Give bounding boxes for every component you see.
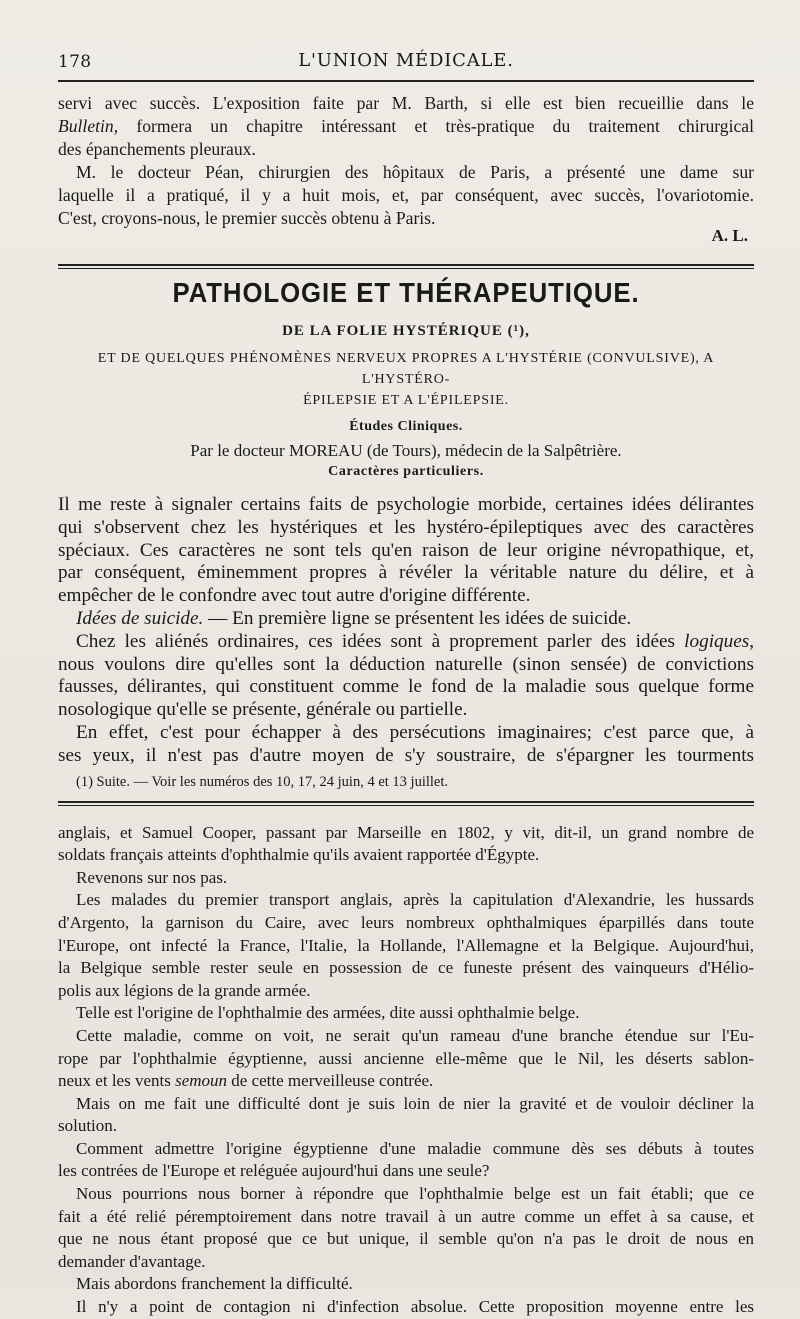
running-title: L'UNION MÉDICALE. <box>298 50 514 71</box>
feuilleton-line: Il n'y a point de contagion ni d'infection absolue. Cette proposition moyenne entre les <box>76 1297 754 1317</box>
article-line: ses yeux, il n'est pas d'autre moyen de s'y soustraire, de s'épargner les tourments <box>58 744 754 766</box>
article-line: spéciaux. Ces caractères ne sont tels qu'en raison de leur origine névropathique, et, <box>58 539 754 561</box>
feuilleton-divider <box>58 801 754 806</box>
feuilleton-line: Nous pourrions nous borner à répondre que l'ophthalmie belge est un fait établi; que ce <box>76 1184 754 1204</box>
feuilleton-line: Les malades du premier transport anglais, après la capitulation d'Alexandrie, les hussards <box>76 890 754 910</box>
feuilleton-line <box>58 1070 754 1093</box>
feuilleton-line: Comment admettre l'origine égyptienne d'une maladie commune dès ses débuts à toutes <box>76 1138 754 1158</box>
article-line: empêcher de le confondre avec tout autre d'origine différente. <box>58 585 531 607</box>
page-header <box>58 46 754 78</box>
section-title: PATHOLOGIE ET THÉRAPEUTIQUE. <box>172 277 640 308</box>
intro-line: C'est, croyons-nous, le premier succès obtenu à Paris. <box>58 208 436 228</box>
intro-line: laquelle il a pratiqué, il y a huit mois, et, par conséquent, avec succès, l'ovariotomie. <box>58 185 754 205</box>
suicide-heading: Idées de suicide. <box>76 607 204 629</box>
italic-semoun: semoun <box>175 1071 228 1091</box>
article-body <box>58 494 754 791</box>
article-line-b: , <box>749 630 754 652</box>
article-line: fausses, délirantes, qui constituent comme le fond de la maladie sous quelque forme <box>58 676 754 698</box>
article-line: Il me reste à signaler certains faits de psychologie morbide, certaines idées délirantes <box>58 494 754 515</box>
feuilleton-line: la Belgique semble rester seule en possession de ce funeste présent des vainqueurs d'Hélio- <box>58 958 754 978</box>
etudes-heading: Études Cliniques. <box>349 419 463 434</box>
feuilleton-line: demander d'avantage. <box>58 1251 206 1271</box>
article-line: qui s'observent chez les hystériques et les hystéro-épileptiques avec des caractères <box>58 516 754 538</box>
article-line: par conséquent, éminemment propres à révéler la véritable nature du délire, et à <box>58 562 754 584</box>
feuilleton-line: Cette maladie, comme on voit, ne serait qu'un rameau d'une branche étendue sur l'Eu- <box>76 1025 754 1045</box>
article-line <box>58 608 754 631</box>
author-line: Par le docteur MOREAU (de Tours), médecin de la Salpêtrière. <box>190 441 622 460</box>
feuilleton-line: soldats français atteints d'ophthalmie qu'ils avaient rapportée d'Égypte. <box>58 845 540 865</box>
feuilleton-line: d'Argento, la garnison du Caire, avec leurs nombreux ophthalmiques éparpillés dans toute <box>58 912 754 932</box>
article-line-rest: — En première ligne se présentent les idées de suicide. <box>203 607 632 629</box>
feuilleton-line: que ne nous étant proposé que ce but unique, il semble qu'on n'a pas le droit de nous en <box>58 1229 754 1249</box>
article-subtitle-line: ET DE QUELQUES PHÉNOMÈNES NERVEUX PROPRES A L'HYSTÉRIE (CONVULSIVE), A L'HYSTÉRO- <box>97 351 715 387</box>
intro-line: des épanchements pleuraux. <box>58 139 256 159</box>
double-rule <box>58 801 754 806</box>
feuilleton-line: Mais on me fait une difficulté dont je suis loin de nier la gravité et de vouloir décliner la <box>76 1093 754 1113</box>
italic-logiques: logiques <box>684 630 750 652</box>
signature: A. L. <box>711 226 748 245</box>
article-line: En effet, c'est pour échapper à des persécutions imaginaires; c'est parce que, à <box>76 721 754 743</box>
page-number: 178 <box>58 52 92 72</box>
feuilleton-body <box>58 822 754 1319</box>
article-line: nosologique qu'elle se présente, générale ou partielle. <box>58 699 468 721</box>
feuilleton-line: fait a été relié péremptoirement dans notre travail à un autre comme un effet à sa cause, et <box>58 1206 754 1226</box>
feuilleton-line: rope par l'ophthalmie égyptienne, aussi ancienne elle-même que le Nil, les déserts sablon- <box>58 1048 754 1068</box>
feuilleton-line: Telle est l'origine de l'ophthalmie des armées, dite aussi ophthalmie belge. <box>76 1003 580 1023</box>
footnote: (1) Suite. — Voir les numéros des 10, 17, 24 juin, 4 et 13 juillet. <box>76 773 449 790</box>
article-title: DE LA FOLIE HYSTÉRIQUE (¹), <box>282 323 530 339</box>
feuilleton-line-b: de cette merveilleuse contrée. <box>227 1071 434 1091</box>
feuilleton-line: polis aux légions de la grande armée. <box>58 980 311 1000</box>
article-line-a: Chez les aliénés ordinaires, ces idées sont à proprement parler des idées <box>76 630 685 652</box>
article-line <box>58 631 754 654</box>
intro-line-rest: , formera un chapitre intéressant et très-pratique du traitement chirurgical <box>113 116 754 136</box>
article-subtitle-line: ÉPILEPSIE ET A L'ÉPILEPSIE. <box>303 393 509 408</box>
feuilleton-line: anglais, et Samuel Cooper, passant par Marseille en 1802, y vit, dit-il, un grand nombre de <box>58 822 754 842</box>
feuilleton-line: Mais abordons franchement la difficulté. <box>76 1274 353 1294</box>
feuilleton-line: l'Europe, ont infecté la France, l'Italie, la Hollande, l'Allemagne et la Belgique. Aujourd'hui, <box>58 935 754 955</box>
feuilleton-line: les contrées de l'Europe et reléguée aujourd'hui dans une seule? <box>58 1161 490 1181</box>
feuilleton-line: Revenons sur nos pas. <box>76 867 228 887</box>
double-rule <box>58 264 754 269</box>
intro-line: M. le docteur Péan, chirurgien des hôpitaux de Paris, a présenté une dame sur <box>76 162 754 182</box>
header-rule <box>58 80 754 82</box>
caracteres-heading: Caractères particuliers. <box>328 464 484 479</box>
feuilleton-line-a: neux et les vents <box>58 1071 176 1091</box>
intro-section <box>58 92 754 246</box>
intro-line: servi avec succès. L'exposition faite par M. Barth, si elle est bien recueillie dans le <box>58 93 754 113</box>
feuilleton-line: solution. <box>58 1116 118 1136</box>
intro-line <box>58 115 754 138</box>
article-line: nous voulons dire qu'elles sont la déduction naturelle (sinon sensée) de convictions <box>58 653 754 675</box>
intro-italic-bulletin: Bulletin <box>58 116 114 136</box>
section-divider <box>58 264 754 269</box>
